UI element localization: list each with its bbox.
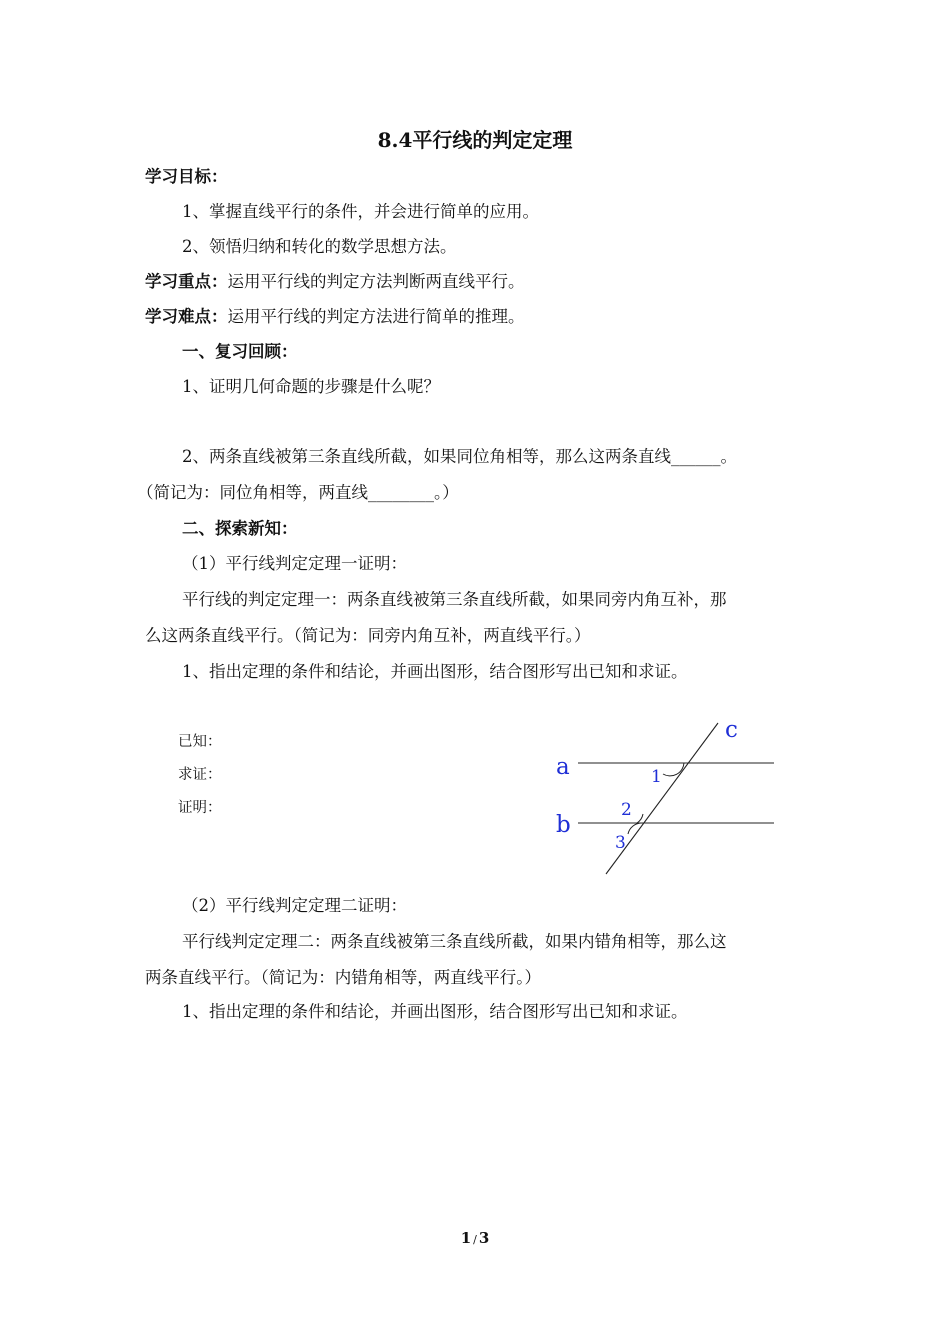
page-current: 1	[460, 1229, 472, 1247]
page-total: 3	[478, 1229, 490, 1247]
theorem2-line1: 平行线判定定理二：两条直线被第三条直线所截，如果内错角相等，那么这	[182, 932, 727, 951]
objective-item-1: 1、掌握直线平行的条件，并会进行简单的应用。	[182, 202, 539, 221]
review-question-2-line1: 2、两条直线被第三条直线所截，如果同位角相等，那么这两条直线______。	[182, 447, 737, 466]
part1-heading: （1）平行线判定定理一证明：	[182, 554, 407, 573]
objectives-label: 学习目标：	[145, 167, 228, 186]
theorem1-line1: 平行线的判定定理一：两条直线被第三条直线所截，如果同旁内角互补，那	[182, 590, 727, 609]
page-separator: /	[473, 1233, 477, 1246]
angle-label-3: 3	[615, 833, 626, 853]
task2: 1、指出定理的条件和结论，并画出图形，结合图形写出已知和求证。	[182, 1002, 688, 1021]
key-point-text: 运用平行线的判定方法判断两直线平行。	[227, 272, 525, 291]
review-question-1: 1、证明几何命题的步骤是什么呢？	[182, 377, 440, 396]
difficulty-label: 学习难点：	[145, 307, 228, 326]
page-title: 8.4平行线的判定定理	[377, 128, 573, 152]
page-number	[0, 1229, 950, 1247]
angle-label-2: 2	[621, 800, 632, 820]
part2-heading: （2）平行线判定定理二证明：	[182, 896, 407, 915]
parallel-lines-figure	[540, 710, 790, 885]
objective-item-2: 2、领悟归纳和转化的数学思想方法。	[182, 237, 457, 256]
difficulty	[145, 303, 525, 327]
label-c: c	[725, 717, 738, 743]
review-heading: 一、复习回顾：	[182, 342, 298, 361]
task1: 1、指出定理的条件和结论，并画出图形，结合图形写出已知和求证。	[182, 662, 688, 681]
theorem1-line2: 么这两条直线平行。（简记为：同旁内角互补，两直线平行。）	[145, 626, 591, 645]
explore-heading: 二、探索新知：	[182, 519, 298, 538]
proof-label: 证明：	[178, 800, 222, 816]
difficulty-text: 运用平行线的判定方法进行简单的推理。	[227, 307, 525, 326]
key-point-label: 学习重点：	[145, 272, 228, 291]
known-label: 已知：	[178, 734, 222, 750]
angle-label-1: 1	[651, 767, 662, 787]
theorem2-line2: 两条直线平行。（简记为：内错角相等，两直线平行。）	[145, 968, 541, 987]
label-a: a	[556, 754, 570, 780]
key-point	[145, 268, 525, 292]
label-b: b	[556, 812, 571, 838]
review-question-2-line2: （简记为：同位角相等，两直线________。）	[137, 483, 459, 502]
prove-label: 求证：	[178, 767, 222, 783]
angle-2-arc	[637, 814, 643, 823]
